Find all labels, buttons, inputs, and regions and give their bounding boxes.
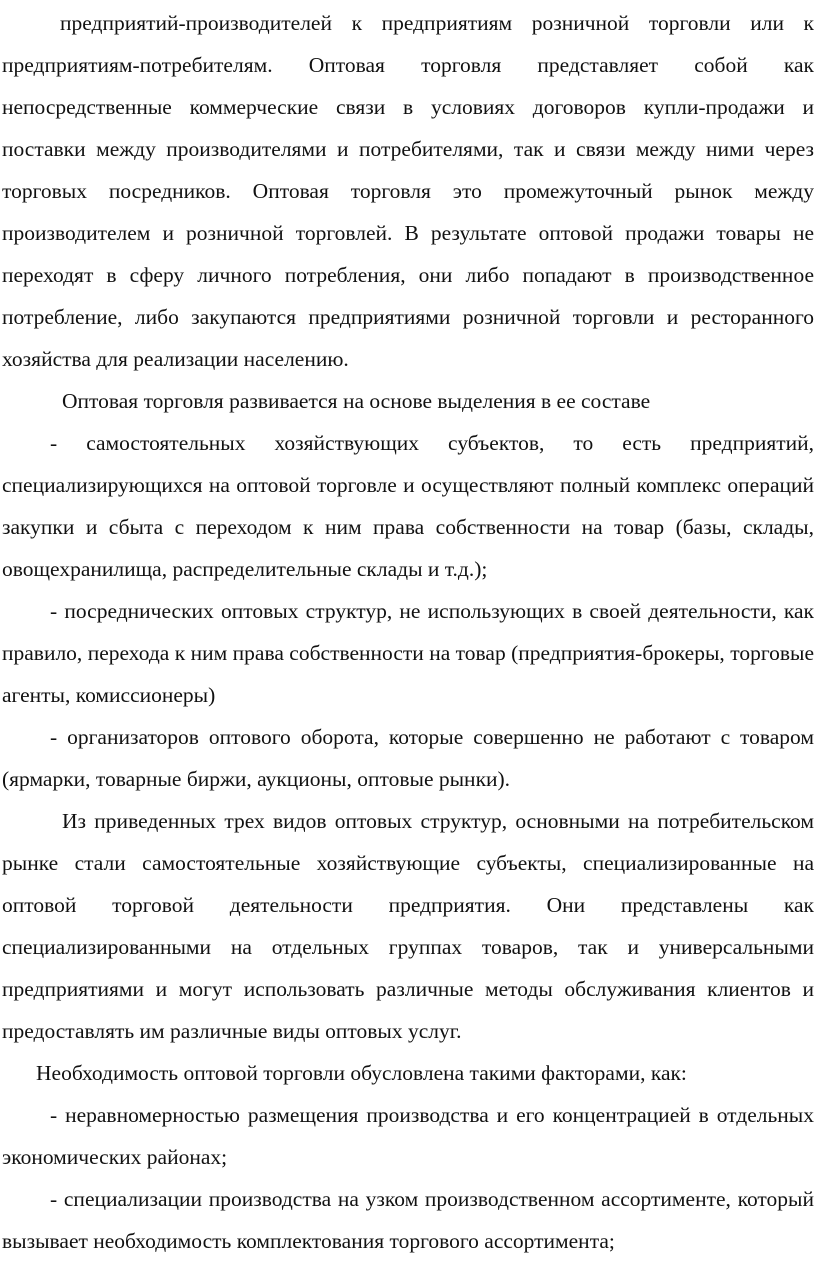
list-item-text: неравномерностью размещения производства и его концентрацией в отдельных экономических районах; <box>2 1103 814 1169</box>
list-item-intermediary-structures <box>2 590 814 716</box>
list-item-specialization <box>2 1178 814 1262</box>
paragraph-wholesale-definition: предприятий-производителей к предприятиям розничной торговли или к предприятиям-потребителям. Оптовая торговля представляет собой как непосредственные коммерческие связи в условиях договоров купли-продажи и поставки между производителями и потребителями, так и связи между ними через торговых посредников. Оптовая торговля это промежуточный рынок между производителем и розничной торговлей. В результате оптовой продажи товары не переходят в сферу личного потребления, они либо попадают в производственное потребление, либо закупаются предприятиями розничной торговли и ресторанного хозяйства для реализации населению. <box>2 11 814 371</box>
paragraph-three-types: Из приведенных трех видов оптовых структур, основными на потребительском рынке стали самостоятельные хозяйствующие субъекты, специализированные на оптовой торговой деятельности предприятия. Они представлены как специализированными на отдельных группах товаров, так и универсальными предприятиями и могут использовать различные методы обслуживания клиентов и предоставлять им различные виды оптовых услуг. <box>2 809 814 1043</box>
list-item-organizers <box>2 716 814 800</box>
list-dash: - <box>50 1187 58 1211</box>
list-dash: - <box>50 431 58 455</box>
list-item-uneven-placement <box>2 1094 814 1178</box>
list-item-independent-entities <box>2 422 814 590</box>
list-item-text: самостоятельных хозяйствующих субъектов, то есть предприятий, специализирующихся на оптовой торговле и осуществляют полный комплекс операций закупки и сбыта с переходом к ним права собственности на товар (базы, склады, овощехранилища, распределительные склады и т.д.); <box>2 431 814 581</box>
list-dash: - <box>50 599 58 623</box>
paragraph-wholesale-structure-intro: Оптовая торговля развивается на основе выделения в ее составе <box>62 389 651 413</box>
list-item-text: посреднических оптовых структур, не использующих в своей деятельности, как правило, перехода к ним права собственности на товар (предприятия-брокеры, торговые агенты, комиссионеры) <box>2 599 814 707</box>
list-item-text: специализации производства на узком производственном ассортименте, который вызывает необходимость комплектования торгового ассортимента; <box>2 1187 814 1253</box>
paragraph-necessity-intro: Необходимость оптовой торговли обусловлена такими факторами, как: <box>36 1061 687 1085</box>
list-item-text: организаторов оптового оборота, которые совершенно не работают с товаром (ярмарки, товарные биржи, аукционы, оптовые рынки). <box>2 725 814 791</box>
list-dash: - <box>50 1103 58 1127</box>
list-dash: - <box>50 725 58 749</box>
